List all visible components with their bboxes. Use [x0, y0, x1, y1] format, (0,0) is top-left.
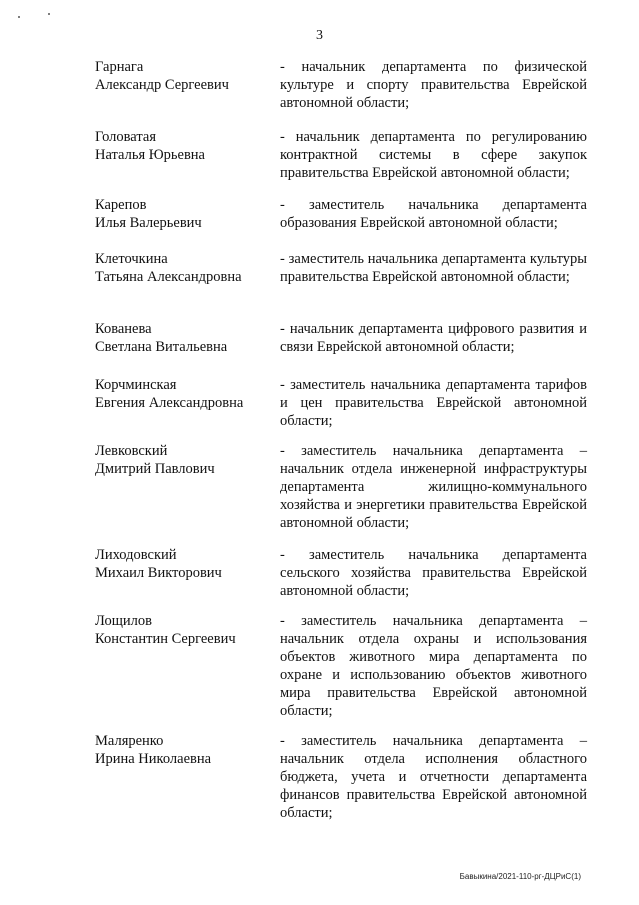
official-entry [95, 250, 595, 320]
official-surname: Лощилов [95, 613, 152, 629]
official-position: - заместитель начальника департамента образования Еврейской автономной области; [280, 197, 587, 231]
official-name [95, 320, 280, 376]
official-surname: Кованева [95, 321, 152, 337]
official-given-names: Наталья Юрьевна [95, 147, 205, 163]
official-surname: Корчминская [95, 377, 177, 393]
official-given-names: Евгения Александровна [95, 395, 244, 411]
official-position: - начальник департамента по физической культуре и спорту правительства Еврейской автономной области; [280, 59, 587, 111]
official-name [95, 612, 280, 732]
official-surname: Головатая [95, 129, 156, 145]
official-entry [95, 442, 595, 546]
official-entry [95, 546, 595, 612]
official-surname: Лиходовский [95, 547, 177, 563]
official-name [95, 128, 280, 196]
officials-list [95, 58, 595, 832]
official-name [95, 546, 280, 612]
official-position: - заместитель начальника департамента сельского хозяйства правительства Еврейской автономной области; [280, 547, 587, 599]
official-position: - заместитель начальника департамента – начальник отдела охраны и использования объектов животного мира департамента по охране и использованию объектов животного мира правительства Еврейской автономной области; [280, 613, 587, 719]
document-reference: Бавыкина/2021-110-рг-ДЦРиС(1) [459, 872, 581, 881]
official-entry [95, 612, 595, 732]
official-position: - заместитель начальника департамента – начальник отдела исполнения областного бюджета, учета и отчетности департамента финансов правительства Еврейской автономной области; [280, 733, 587, 821]
official-surname: Маляренко [95, 733, 164, 749]
official-surname: Гарнага [95, 59, 144, 75]
official-entry [95, 58, 595, 128]
official-name [95, 250, 280, 320]
official-entry [95, 376, 595, 442]
official-position: - заместитель начальника департамента – начальник отдела инженерной инфраструктуры департамента жилищно-коммунального хозяйства и энергетики правительства Еврейской автономной области; [280, 443, 587, 531]
scan-speck [48, 13, 50, 15]
official-entry [95, 732, 595, 832]
scan-speck [18, 16, 20, 18]
official-position: - заместитель начальника департамента тарифов и цен правительства Еврейской автономной области; [280, 377, 587, 429]
official-name [95, 442, 280, 546]
official-given-names: Светлана Витальевна [95, 339, 228, 355]
page-number: 3 [316, 28, 323, 43]
official-given-names: Александр Сергеевич [95, 77, 229, 93]
official-entry [95, 196, 595, 250]
official-entry [95, 128, 595, 196]
official-given-names: Дмитрий Павлович [95, 461, 215, 477]
official-position: - заместитель начальника департамента культуры правительства Еврейской автономной области; [280, 251, 587, 285]
official-given-names: Ирина Николаевна [95, 751, 212, 767]
official-name [95, 376, 280, 442]
official-position: - начальник департамента цифрового развития и связи Еврейской автономной области; [280, 321, 587, 355]
official-name [95, 196, 280, 250]
official-given-names: Татьяна Александровна [95, 269, 242, 285]
official-position: - начальник департамента по регулированию контрактной системы в сфере закупок правительства Еврейской автономной области; [280, 129, 587, 181]
official-entry [95, 320, 595, 376]
official-given-names: Михаил Викторович [95, 565, 222, 581]
official-surname: Карепов [95, 197, 147, 213]
official-given-names: Константин Сергеевич [95, 631, 236, 647]
official-surname: Клеточкина [95, 251, 168, 267]
official-given-names: Илья Валерьевич [95, 215, 202, 231]
official-name [95, 732, 280, 832]
official-surname: Левковский [95, 443, 168, 459]
official-name [95, 58, 280, 128]
